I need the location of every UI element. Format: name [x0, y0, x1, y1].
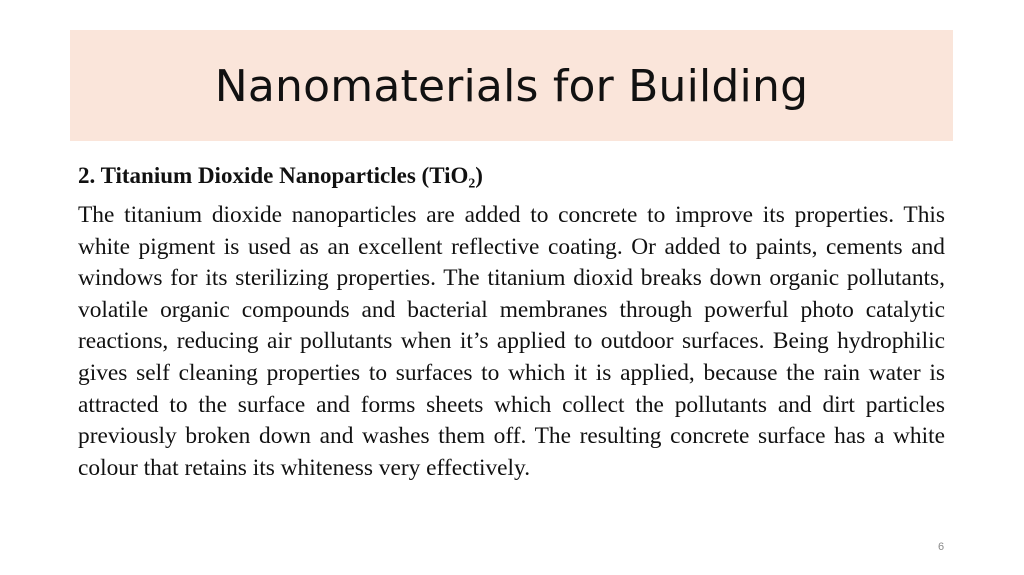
body-paragraph: The titanium dioxide nanoparticles are added to concrete to improve its properties. This white pigment is used as an excellent reflective coating. Or added to paints, cements and windows for its sterilizing properties. The titanium dioxid breaks down organic pollutants, volatile organic compounds and bacterial membranes through powerful photo catalytic reactions, reducing air pollutants when it’s applied to outdoor surfaces. Being hydrophilic gives self cleaning properties to surfaces to which it is applied, because the rain water is attracted to the surface and forms sheets which collect the pollutants and dirt particles previously broken down and washes them off. The resulting concrete surface has a white colour that retains its whiteness very effectively.	[78, 202, 945, 481]
slide-content	[78, 162, 945, 484]
section-heading: 2. Titanium Dioxide Nanoparticles (TiO₂)	[78, 163, 483, 188]
page-number: 6	[937, 541, 945, 553]
title-band	[70, 30, 953, 141]
slide-title: Nanomaterials for Building	[214, 61, 809, 112]
